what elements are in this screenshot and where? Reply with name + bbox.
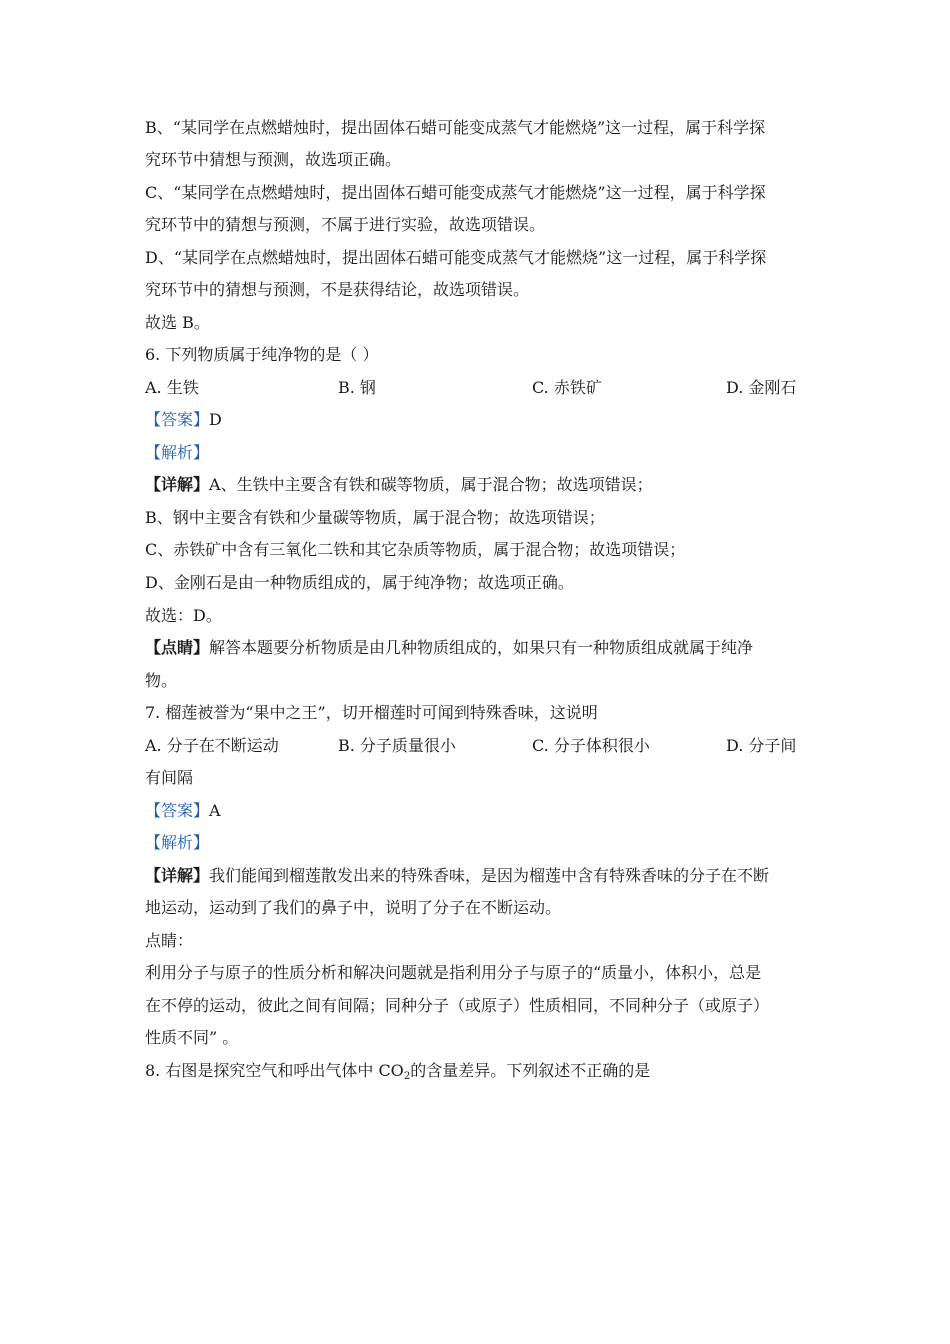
q6-option-d: D. 金刚石: [726, 378, 797, 397]
q6-choice: 故选：D。: [145, 606, 222, 625]
q5-option-b-line1: B、“某同学在点燃蜡烛时，提出固体石蜡可能变成蒸气才能燃烧”这一过程，属于科学探: [145, 118, 766, 137]
detail-text: 我们能闻到榴莲散发出来的特殊香味，是因为榴莲中含有特殊香味的分子在不断: [209, 866, 770, 885]
q6-answer: [145, 410, 222, 430]
answer-value: A: [209, 801, 221, 820]
q5-option-d-line2: 究环节中的猜想与预测，不是获得结论，故选项错误。: [145, 280, 530, 299]
q7-option-a: A. 分子在不断运动: [145, 736, 279, 755]
q6-option-b: B. 钢: [338, 378, 376, 397]
q6-note-line1: [145, 638, 753, 658]
detail-tag: 【详解】: [145, 475, 210, 494]
note-text: 解答本题要分析物质是由几种物质组成的，如果只有一种物质组成就属于纯净: [209, 638, 754, 657]
q5-option-b-line2: 究环节中猜想与预测，故选项正确。: [145, 150, 402, 169]
q7-option-d: D. 分子间: [726, 736, 797, 755]
q6-detail-line2: B、钢中主要含有铁和少量碳等物质，属于混合物；故选项错误；: [145, 508, 605, 527]
q7-note-label: 点睛：: [145, 931, 194, 950]
q7-note-line1: 利用分子与原子的性质分析和解决问题就是指利用分子与原子的“质量小，体积小，总是: [145, 963, 762, 982]
q7-question: 7. 榴莲被誉为“果中之王”，切开榴莲时可闻到特殊香味，这说明: [145, 703, 598, 722]
q8-subscript: 2: [403, 1071, 411, 1082]
q7-analysis-tag: 【解析】: [145, 833, 210, 852]
q7-note-line2: 在不停的运动，彼此之间有间隔；同种分子（或原子）性质相同，不同种分子（或原子）: [145, 996, 770, 1015]
q6-detail-line1: [145, 475, 653, 495]
q7-detail-line1: [145, 866, 769, 886]
answer-tag: 【答案】: [145, 801, 210, 820]
q7-answer: [145, 801, 221, 821]
q6-detail-line4: D、金刚石是由一种物质组成的，属于纯净物；故选项正确。: [145, 573, 574, 592]
q8-question: [145, 1061, 650, 1087]
q7-option-d-continued: 有间隔: [145, 768, 194, 787]
answer-value: D: [209, 410, 222, 429]
q5-choice: 故选 B。: [145, 313, 210, 332]
q8-question-post: 的含量差异。下列叙述不正确的是: [410, 1061, 651, 1080]
q6-option-a: A. 生铁: [145, 378, 199, 397]
q6-question: 6. 下列物质属于纯净物的是（ ）: [145, 345, 379, 364]
detail-text: A、生铁中主要含有铁和碳等物质，属于混合物；故选项错误；: [209, 475, 653, 494]
q6-option-c: C. 赤铁矿: [532, 378, 602, 397]
q5-option-c-line1: C、“某同学在点燃蜡烛时，提出固体石蜡可能变成蒸气才能燃烧”这一过程，属于科学探: [145, 183, 766, 202]
q6-detail-line3: C、赤铁矿中含有三氧化二铁和其它杂质等物质，属于混合物；故选项错误；: [145, 540, 686, 559]
q7-note-line3: 性质不同” 。: [145, 1028, 239, 1047]
q8-question-pre: 8. 右图是探究空气和呼出气体中 CO: [145, 1061, 404, 1080]
q7-detail-line2: 地运动，运动到了我们的鼻子中，说明了分子在不断运动。: [145, 898, 562, 917]
note-tag: 【点睛】: [145, 638, 210, 657]
answer-tag: 【答案】: [145, 410, 210, 429]
q7-option-c: C. 分子体积很小: [532, 736, 650, 755]
q5-option-d-line1: D、“某同学在点燃蜡烛时，提出固体石蜡可能变成蒸气才能燃烧”这一过程，属于科学探: [145, 248, 767, 267]
q6-note-line2: 物。: [145, 671, 178, 690]
q5-option-c-line2: 究环节中的猜想与预测，不属于进行实验，故选项错误。: [145, 215, 546, 234]
detail-tag: 【详解】: [145, 866, 210, 885]
q6-analysis-tag: 【解析】: [145, 443, 210, 462]
q7-option-b: B. 分子质量很小: [338, 736, 456, 755]
